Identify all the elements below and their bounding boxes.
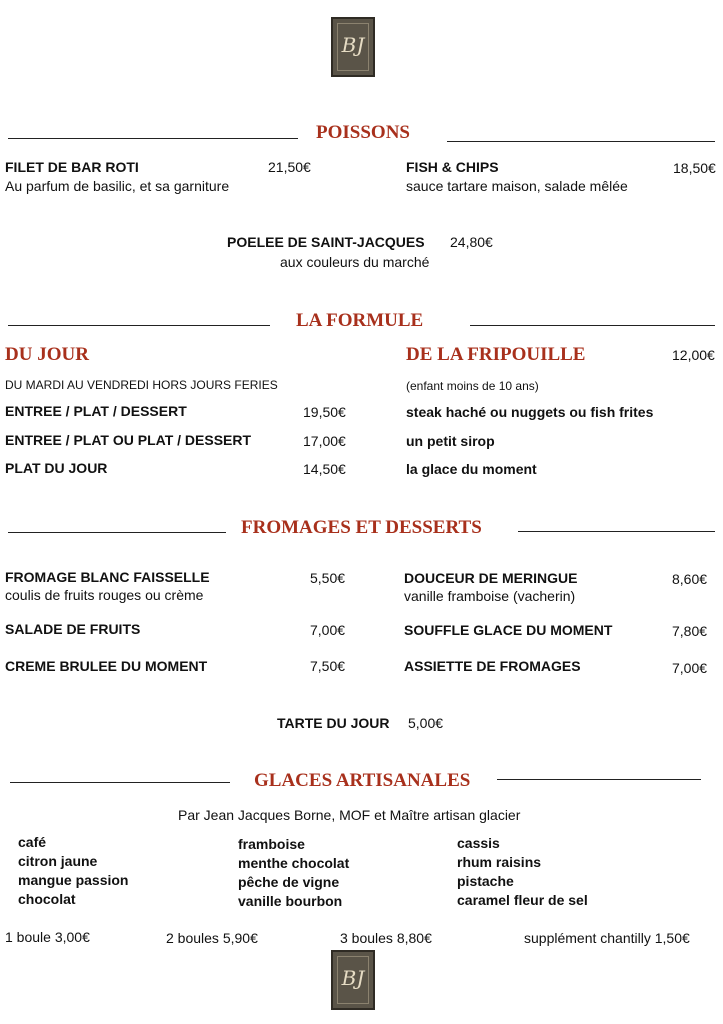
glace-price-3: 3 boules 8,80€ [340, 930, 432, 946]
divider-line [497, 779, 701, 780]
dessert-item-price: 7,00€ [310, 622, 346, 638]
divider-line [10, 782, 230, 783]
glaces-column-3 [457, 834, 588, 910]
formule-fripouille-price: 12,00€ [672, 347, 715, 363]
glace-flavor: rhum raisins [457, 854, 542, 870]
glace-flavor: pistache [457, 873, 514, 889]
glaces-subtitle: Par Jean Jacques Borne, MOF et Maître artisan glacier [178, 807, 521, 823]
restaurant-logo-bottom [331, 950, 375, 1010]
glace-flavor: menthe chocolat [238, 855, 350, 871]
glaces-column-2 [238, 835, 349, 911]
menu-item-description: Au parfum de basilic, et sa garniture [5, 178, 230, 194]
section-title-glaces: GLACES ARTISANALES [254, 770, 471, 791]
section-title-desserts: FROMAGES ET DESSERTS [241, 517, 482, 538]
glace-price-chantilly: supplément chantilly 1,50€ [524, 930, 690, 946]
dessert-item-description: vanille framboise (vacherin) [404, 588, 576, 604]
dessert-item-name: SOUFFLE GLACE DU MOMENT [404, 622, 613, 638]
section-title-poissons: POISSONS [316, 122, 410, 143]
glace-flavor: pêche de vigne [238, 874, 340, 890]
menu-item-name: FISH & CHIPS [406, 159, 499, 175]
glaces-column-1 [18, 833, 128, 909]
fripouille-item: la glace du moment [406, 461, 537, 477]
menu-item-price: 24,80€ [450, 234, 493, 250]
formule-item-name: PLAT DU JOUR [5, 460, 108, 476]
formule-item-price: 19,50€ [303, 404, 346, 420]
glace-price-2: 2 boules 5,90€ [166, 930, 258, 946]
divider-line [470, 325, 715, 326]
dessert-item-price: 5,00€ [408, 715, 444, 731]
formule-item-name: ENTREE / PLAT / DESSERT [5, 403, 187, 419]
menu-item-price: 18,50€ [673, 160, 716, 176]
dessert-item-name: TARTE DU JOUR [277, 715, 390, 731]
glace-price-1: 1 boule 3,00€ [5, 929, 90, 945]
formule-fripouille-title: DE LA FRIPOUILLE [406, 344, 586, 365]
logo-monogram: BJ [341, 33, 365, 57]
dessert-item-price: 8,60€ [672, 571, 708, 587]
menu-item-name: POELEE DE SAINT-JACQUES [227, 234, 425, 250]
glace-flavor: café [18, 834, 47, 850]
glace-flavor: framboise [238, 836, 305, 852]
dessert-item-price: 7,00€ [672, 660, 708, 676]
divider-line [8, 532, 226, 533]
menu-item-description: aux couleurs du marché [280, 254, 430, 270]
restaurant-logo [331, 17, 375, 77]
section-title-formule: LA FORMULE [296, 310, 424, 331]
formule-item-price: 17,00€ [303, 433, 346, 449]
glace-flavor: citron jaune [18, 853, 98, 869]
dessert-item-price: 7,80€ [672, 623, 708, 639]
menu-item-price: 21,50€ [268, 159, 311, 175]
divider-line [518, 531, 715, 532]
menu-item-name: FILET DE BAR ROTI [5, 159, 139, 175]
glace-flavor: cassis [457, 835, 500, 851]
dessert-item-name: FROMAGE BLANC FAISSELLE [5, 569, 210, 585]
dessert-item-description: coulis de fruits rouges ou crème [5, 587, 204, 603]
dessert-item-name: SALADE DE FRUITS [5, 621, 141, 637]
fripouille-item: steak haché ou nuggets ou fish frites [406, 404, 654, 420]
formule-item-name: ENTREE / PLAT OU PLAT / DESSERT [5, 432, 252, 448]
dessert-item-name: CREME BRULEE DU MOMENT [5, 658, 208, 674]
formule-du-jour-note: DU MARDI AU VENDREDI HORS JOURS FERIES [5, 378, 278, 392]
dessert-item-name: DOUCEUR DE MERINGUE [404, 570, 578, 586]
divider-line [8, 325, 270, 326]
divider-line [447, 141, 715, 142]
logo-monogram: BJ [341, 966, 365, 990]
glace-flavor: mangue passion [18, 872, 129, 888]
formule-du-jour-title: DU JOUR [5, 344, 89, 365]
dessert-item-price: 5,50€ [310, 570, 346, 586]
dessert-item-name: ASSIETTE DE FROMAGES [404, 658, 581, 674]
menu-item-description: sauce tartare maison, salade mêlée [406, 178, 628, 194]
glace-flavor: caramel fleur de sel [457, 892, 588, 908]
fripouille-item: un petit sirop [406, 433, 495, 449]
formule-fripouille-note: (enfant moins de 10 ans) [406, 379, 539, 393]
dessert-item-price: 7,50€ [310, 658, 346, 674]
formule-item-price: 14,50€ [303, 461, 346, 477]
glace-flavor: chocolat [18, 891, 76, 907]
glace-flavor: vanille bourbon [238, 893, 343, 909]
divider-line [8, 138, 298, 139]
